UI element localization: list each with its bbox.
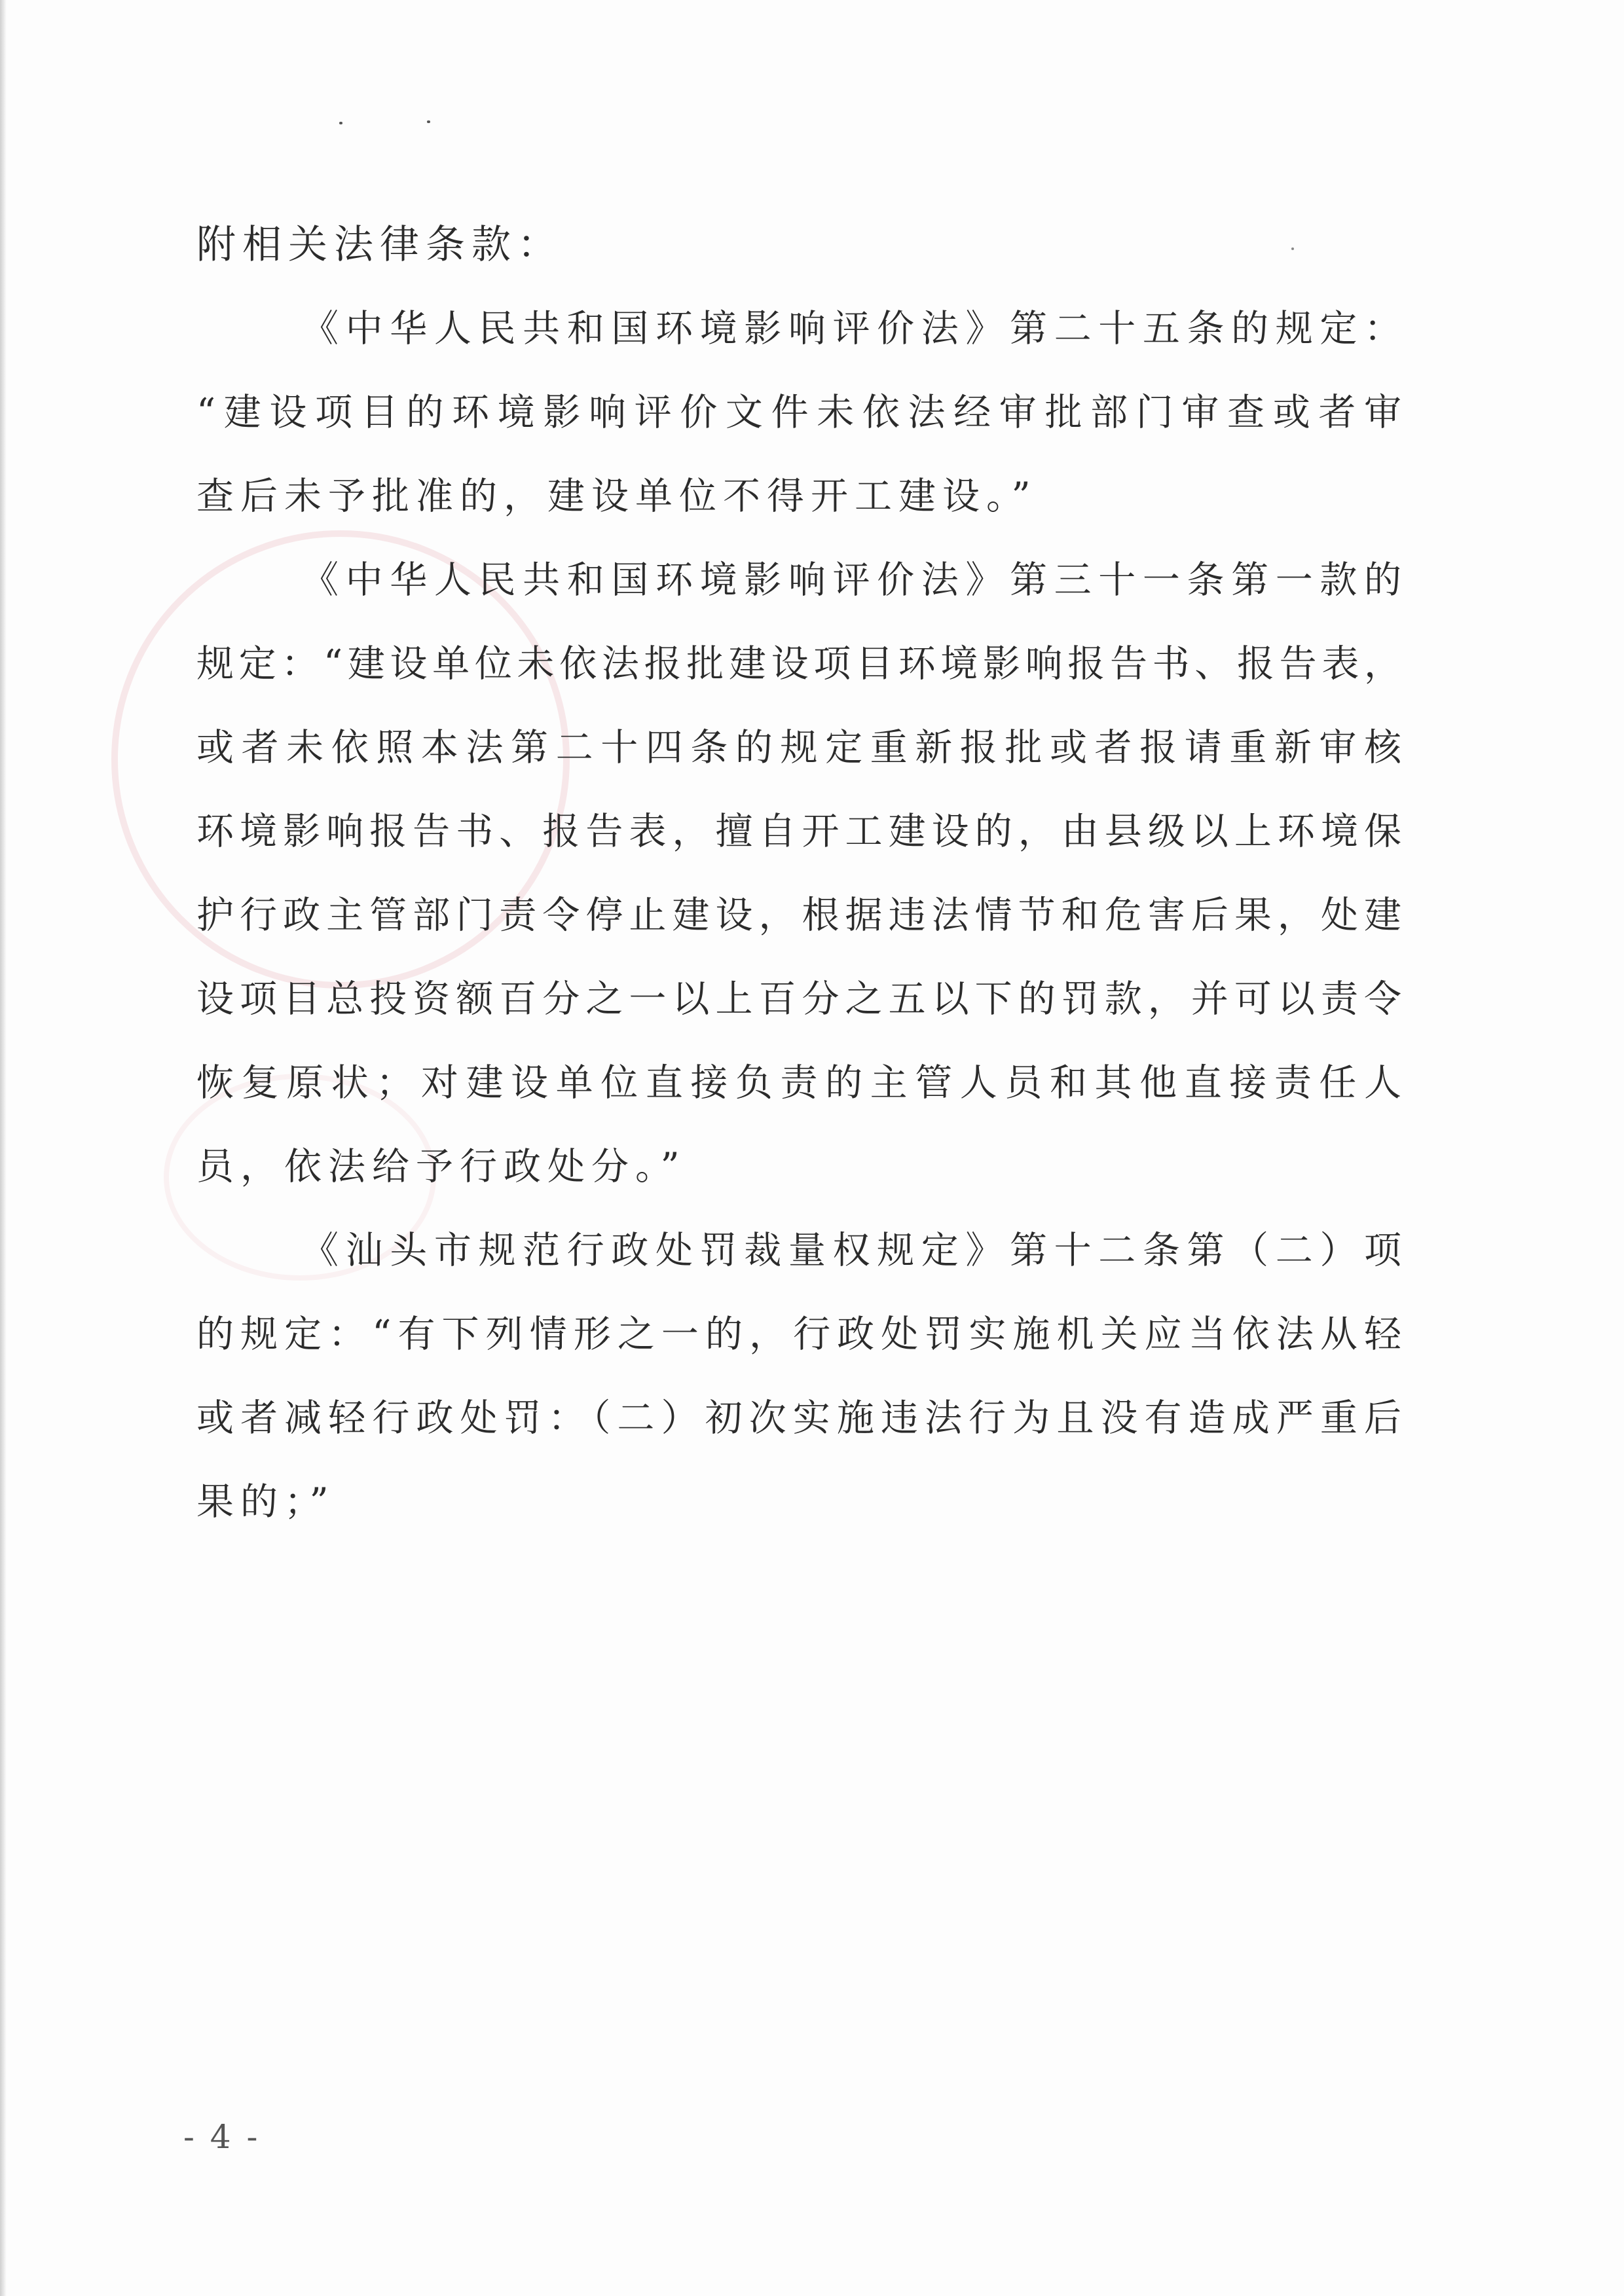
paragraph-line: 恢复原状；对建设单位直接负责的主管人员和其他直接责任人 xyxy=(196,1061,1401,1104)
section-title: 附相关法律条款： xyxy=(196,222,563,268)
paragraph-line: 设项目总投资额百分之一以上百分之五以下的罚款，并可以责令 xyxy=(196,977,1401,1021)
scan-speck xyxy=(339,122,342,124)
paragraph-1 xyxy=(196,287,1401,538)
paragraph-line: “建设项目的环境影响评价文件未依法经审批部门审查或者审 xyxy=(196,391,1401,434)
paragraph-line: 查后未予批准的，建设单位不得开工建设。” xyxy=(196,475,1037,518)
paragraph-line: 或者减轻行政处罚：（二）初次实施违法行为且没有造成严重后 xyxy=(196,1396,1401,1440)
paragraph-line: 《中华人民共和国环境影响评价法》第三十一条第一款的 xyxy=(301,558,1401,602)
document-body xyxy=(196,203,1401,1544)
paragraph-line: 或者未依照本法第二十四条的规定重新报批或者报请重新审核 xyxy=(196,726,1401,769)
paragraph-line: 员，依法给予行政处分。” xyxy=(196,1145,686,1188)
paragraph-line: 环境影响报告书、报告表，擅自开工建设的，由县级以上环境保 xyxy=(196,810,1401,853)
paragraph-2 xyxy=(196,538,1401,1209)
paragraph-line: 果的；” xyxy=(196,1480,335,1523)
paragraph-line: 护行政主管部门责令停止建设，根据违法情节和危害后果，处建 xyxy=(196,894,1401,937)
scan-speck xyxy=(427,120,430,123)
paragraph-3 xyxy=(196,1209,1401,1544)
paragraph-line: 的规定：“有下列情形之一的，行政处罚实施机关应当依法从轻 xyxy=(196,1313,1401,1356)
page-number: - 4 - xyxy=(183,2118,261,2156)
paragraph-line: 《汕头市规范行政处罚裁量权规定》第十二条第（二）项 xyxy=(301,1229,1401,1272)
paragraph-line: 《中华人民共和国环境影响评价法》第二十五条的规定： xyxy=(301,307,1401,350)
scan-edge-shadow xyxy=(0,0,7,2296)
paragraph-line: 规定：“建设单位未依法报批建设项目环境影响报告书、报告表， xyxy=(196,642,1401,685)
